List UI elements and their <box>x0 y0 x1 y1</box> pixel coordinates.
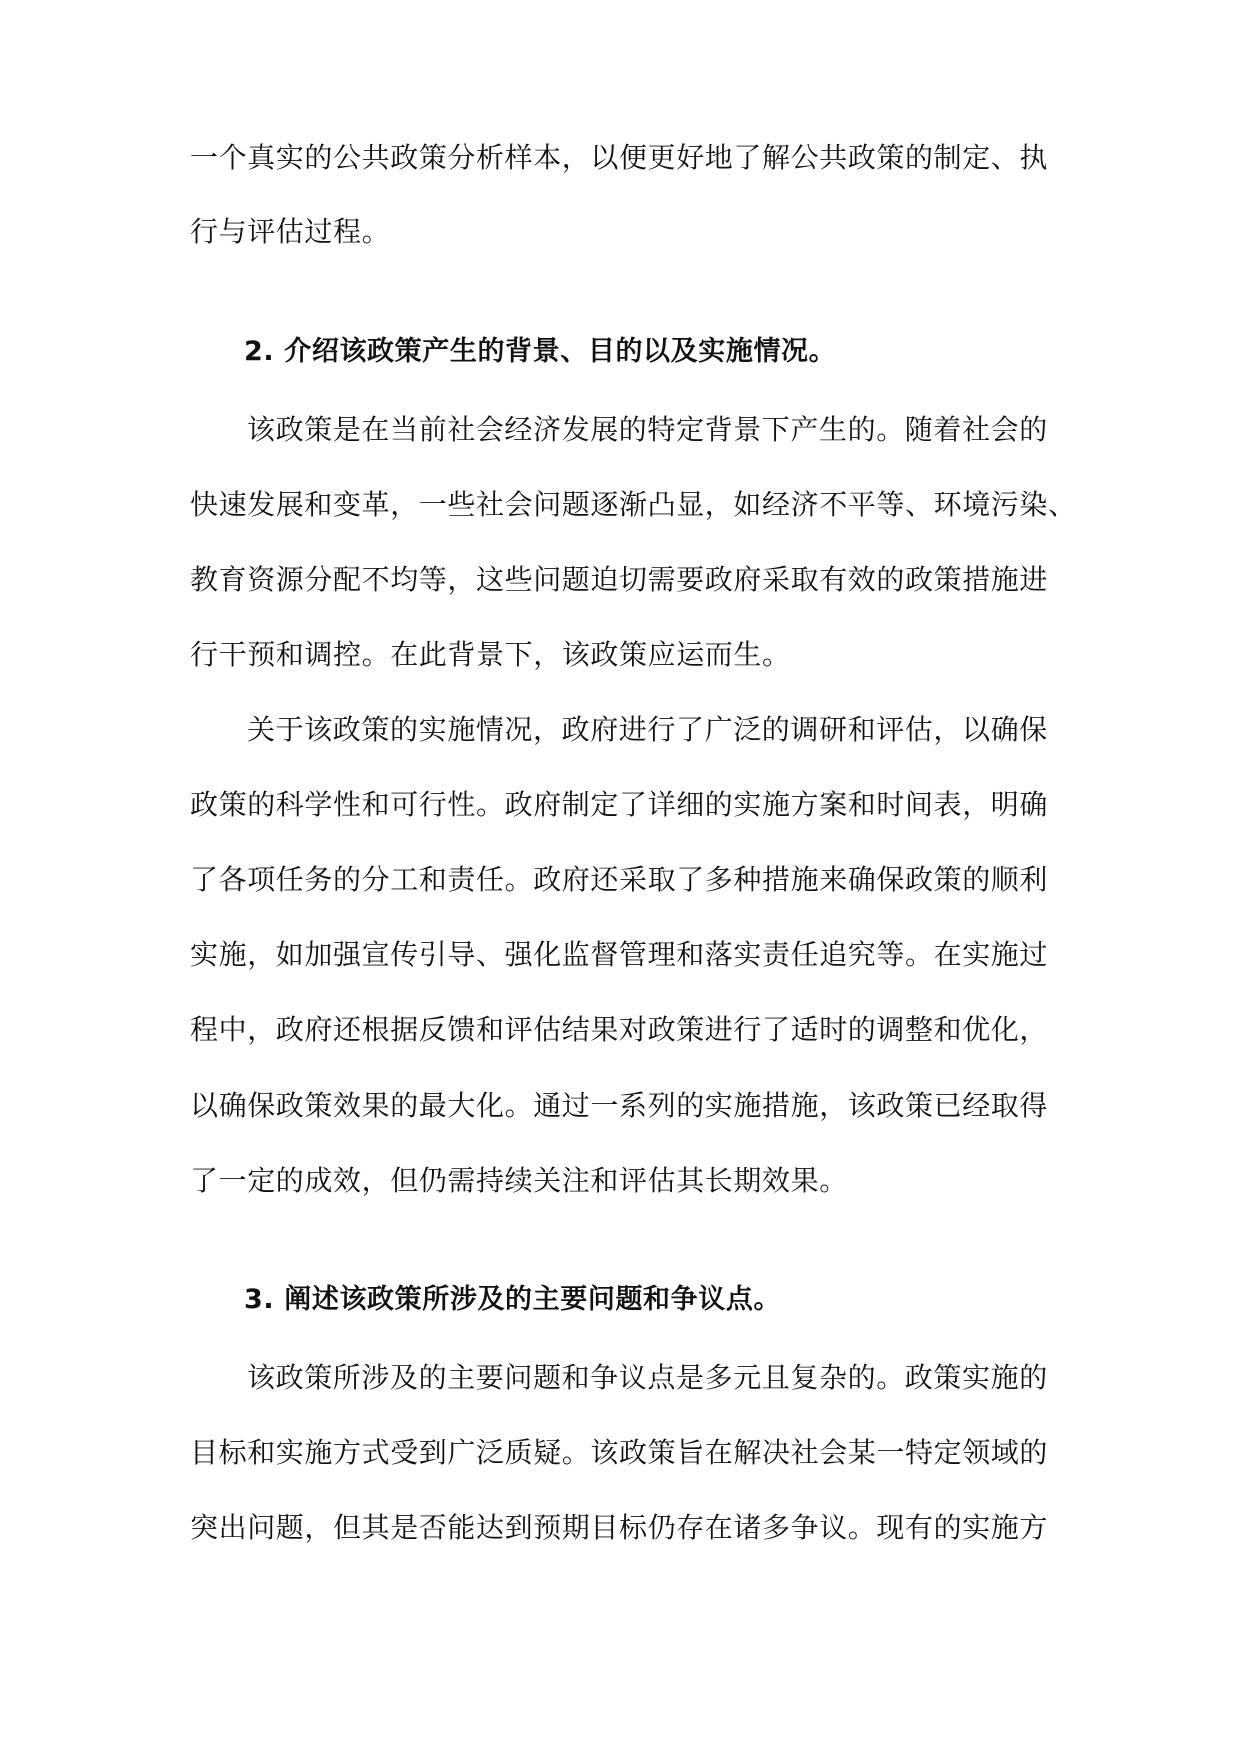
body-text-line: 行与评估过程。 <box>190 215 391 248</box>
body-text-line: 了一定的成效，但仍需持续关注和评估其长期效果。 <box>190 1164 848 1197</box>
body-text-line: 突出问题，但其是否能达到预期目标仍存在诸多争议。现有的实施方 <box>190 1511 1049 1544</box>
body-text-line: 教育资源分配不均等，这些问题迫切需要政府采取有效的政策措施进 <box>190 563 1049 596</box>
paragraph-first-line: 关于该政策的实施情况，政府进行了广泛的调研和评估，以确保 <box>247 713 1048 746</box>
section-heading: 3. 阐述该政策所涉及的主要问题和争议点。 <box>244 1284 782 1315</box>
paragraph-first-line: 该政策是在当前社会经济发展的特定背景下产生的。随着社会的 <box>247 413 1048 446</box>
body-text-line: 了各项任务的分工和责任。政府还采取了多种措施来确保政策的顺利 <box>190 863 1049 896</box>
body-text-line: 实施，如加强宣传引导、强化监督管理和落实责任追究等。在实施过 <box>190 938 1049 971</box>
body-text-line: 目标和实施方式受到广泛质疑。该政策旨在解决社会某一特定领域的 <box>190 1436 1049 1469</box>
paragraph-first-line: 该政策所涉及的主要问题和争议点是多元且复杂的。政策实施的 <box>247 1361 1048 1394</box>
body-text-line: 行干预和调控。在此背景下，该政策应运而生。 <box>190 638 791 671</box>
body-text-line: 政策的科学性和可行性。政府制定了详细的实施方案和时间表，明确 <box>190 788 1049 821</box>
section-heading: 2. 介绍该政策产生的背景、目的以及实施情况。 <box>244 336 837 367</box>
body-text-line: 一个真实的公共政策分析样本，以便更好地了解公共政策的制定、执 <box>190 141 1049 174</box>
body-text-line: 快速发展和变革，一些社会问题逐渐凸显，如经济不平等、环境污染、 <box>190 488 1077 521</box>
body-text-line: 以确保政策效果的最大化。通过一系列的实施措施，该政策已经取得 <box>190 1089 1049 1122</box>
body-text-line: 程中，政府还根据反馈和评估结果对政策进行了适时的调整和优化， <box>190 1013 1049 1046</box>
